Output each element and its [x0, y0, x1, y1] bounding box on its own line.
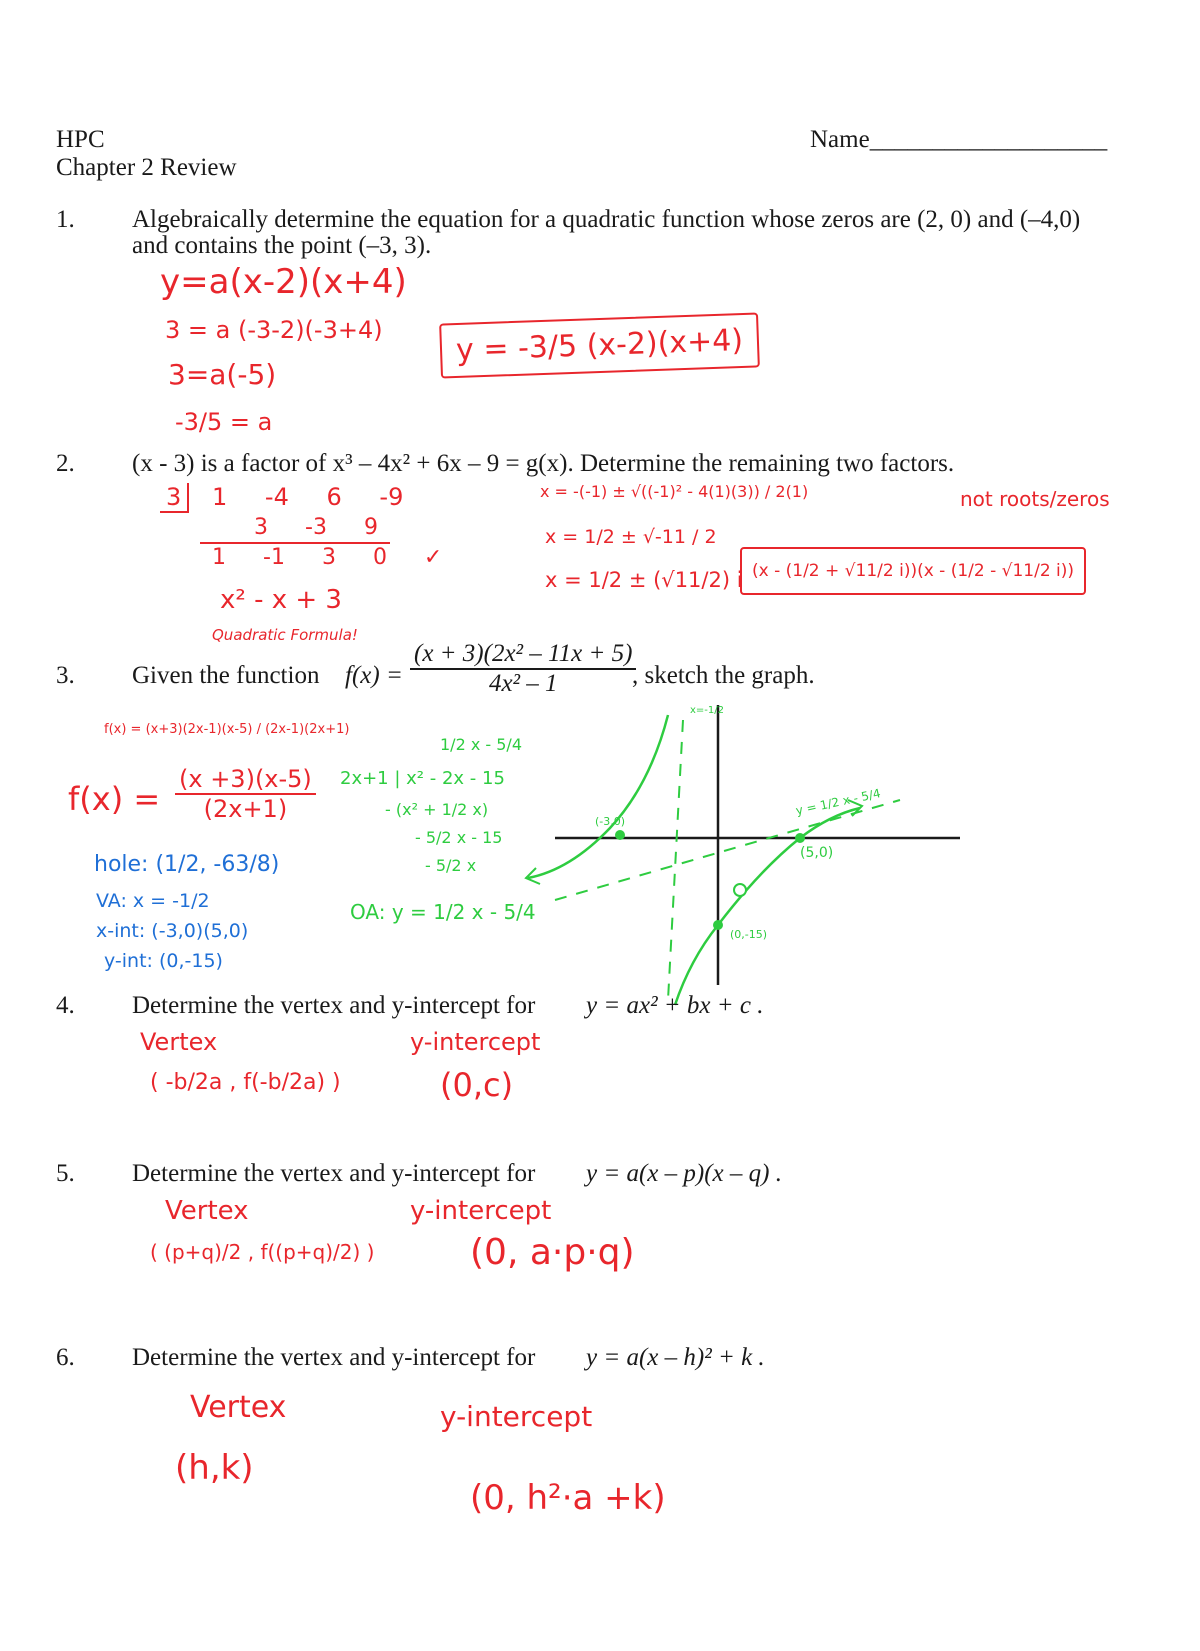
p6-vertex-label: Vertex	[190, 1390, 287, 1425]
p5-yint-label: y-intercept	[410, 1196, 552, 1226]
chapter-title: Chapter 2 Review	[56, 154, 237, 181]
synth-r3-c1: 1	[212, 545, 226, 570]
p2-side-note: not roots/zeros	[960, 487, 1110, 511]
p3-simplified-num: (x +3)(x-5)	[175, 765, 316, 795]
problem-4-equation: y = ax² + bx + c .	[586, 992, 764, 1019]
problem-6-text: Determine the vertex and y-intercept for	[132, 1344, 536, 1371]
synth-r3-c4: 0 ✓	[372, 545, 443, 570]
problem-3-denominator: 4x² – 1	[488, 670, 558, 697]
graph-left-branch	[528, 715, 668, 878]
problem-1-number: 1.	[56, 206, 75, 233]
p3-simplified-den: (2x+1)	[203, 795, 288, 823]
problem-3-lhs: f(x) =	[345, 662, 403, 689]
p4-yint-label: y-intercept	[410, 1028, 541, 1056]
p2-quotient: x² - x + 3	[220, 585, 342, 615]
problem-2-number: 2.	[56, 450, 75, 477]
problem-5-number: 5.	[56, 1160, 75, 1187]
p1-work-line4: -3/5 = a	[175, 408, 273, 436]
problem-4-text: Determine the vertex and y-intercept for	[132, 992, 536, 1019]
p1-work-line2: 3 = a (-3-2)(-3+4)	[165, 316, 383, 344]
synth-r1-c1: 1	[212, 483, 228, 511]
synth-r1-c4: -9	[379, 483, 404, 511]
p2-quad-step1: x = -(-1) ± √((-1)² - 4(1)(3)) / 2(1)	[540, 482, 809, 501]
p5-yint-value: (0, a·p·q)	[470, 1232, 635, 1273]
graph-vertical-asymptote	[668, 720, 683, 1000]
p3-ld-dividend: 2x+1 | x² - 2x - 15	[340, 768, 505, 789]
graph-point-yint	[713, 920, 723, 930]
p5-vertex-label: Vertex	[165, 1196, 249, 1226]
problem-4-number: 4.	[56, 992, 75, 1019]
problem-3-text-suffix: , sketch the graph.	[632, 662, 815, 689]
p3-va: VA: x = -1/2	[96, 890, 210, 912]
p4-vertex-label: Vertex	[140, 1028, 218, 1056]
name-field[interactable]: Name___________________	[810, 126, 1108, 153]
p2-quad-step3: x = 1/2 ± (√11/2) i	[545, 568, 743, 592]
course-title: HPC	[56, 126, 105, 153]
p3-xint: x-int: (-3,0)(5,0)	[96, 920, 249, 942]
problem-6-number: 6.	[56, 1344, 75, 1371]
p3-factored-small: f(x) = (x+3)(2x-1)(x-5) / (2x-1)(2x+1)	[104, 722, 350, 737]
p3-yint: y-int: (0,-15)	[104, 950, 223, 972]
problem-3-number: 3.	[56, 662, 75, 689]
problem-5-text: Determine the vertex and y-intercept for	[132, 1160, 536, 1187]
problem-1-text-cont: and contains the point (–3, 3).	[132, 232, 432, 259]
problem-5-equation: y = a(x – p)(x – q) .	[586, 1160, 782, 1187]
p3-ld-sub1: - (x² + 1/2 x)	[385, 800, 489, 819]
graph-label-xint-left: (-3,0)	[595, 815, 626, 828]
problem-2-text: (x - 3) is a factor of x³ – 4x² + 6x – 9 = g(x). Determine the remaining two factors.	[132, 450, 955, 477]
graph-label-xint-right: (5,0)	[800, 845, 834, 861]
synth-r2-c2: -3	[305, 515, 327, 540]
graph-point-left-xint	[615, 830, 625, 840]
problem-1-text: Algebraically determine the equation for a quadratic function whose zeros are (2, 0) and (–4,0)	[132, 206, 1081, 233]
p1-work-line1: y=a(x-2)(x+4)	[160, 262, 407, 302]
synth-r1-c2: -4	[264, 483, 289, 511]
p3-hole: hole: (1/2, -63/8)	[94, 852, 280, 877]
p6-vertex-value: (h,k)	[175, 1448, 254, 1488]
problem-3-numerator: (x + 3)(2x² – 11x + 5)	[410, 640, 636, 670]
problem-6-equation: y = a(x – h)² + k .	[586, 1344, 765, 1371]
synth-div-divisor: 3	[160, 483, 189, 513]
synth-r2-c3: 9	[363, 515, 378, 540]
p6-yint-label: y-intercept	[440, 1400, 593, 1433]
synth-r2-c1: 3	[254, 515, 268, 540]
p3-ld-rem1: - 5/2 x - 15	[415, 828, 503, 847]
p2-answer-box: (x - (1/2 + √11/2 i))(x - (1/2 - √11/2 i))	[740, 547, 1086, 595]
graph-label-oa: y = 1/2 x - 5/4	[794, 786, 882, 818]
synth-r3-c2: -1	[263, 545, 285, 570]
p3-ld-quotient: 1/2 x - 5/4	[440, 735, 522, 754]
p3-oblique-asymptote: OA: y = 1/2 x - 5/4	[350, 900, 536, 924]
p6-yint-value: (0, h²·a +k)	[470, 1478, 666, 1518]
graph-point-hole	[734, 884, 746, 896]
graph-label-va: x=-1/2	[690, 705, 724, 716]
synth-r3-c3: 3	[321, 545, 336, 570]
p4-vertex-value: ( -b/2a , f(-b/2a) )	[150, 1070, 341, 1095]
p5-vertex-value: ( (p+q)/2 , f((p+q)/2) )	[150, 1240, 375, 1264]
p1-answer-box: y = -3/5 (x-2)(x+4)	[439, 312, 760, 378]
synth-r1-c3: 6	[326, 483, 342, 511]
p2-note: Quadratic Formula!	[212, 626, 358, 644]
problem-3-text-prefix: Given the function	[132, 662, 320, 689]
p3-ld-sub2: - 5/2 x	[425, 856, 477, 875]
p1-work-line3: 3=a(-5)	[168, 358, 277, 391]
p2-quad-step2: x = 1/2 ± √-11 / 2	[545, 526, 717, 548]
p3-simplified-lhs: f(x) =	[68, 780, 161, 818]
graph-point-right-xint	[795, 833, 805, 843]
graph-label-yint: (0,-15)	[730, 928, 768, 941]
p4-yint-value: (0,c)	[440, 1066, 514, 1104]
